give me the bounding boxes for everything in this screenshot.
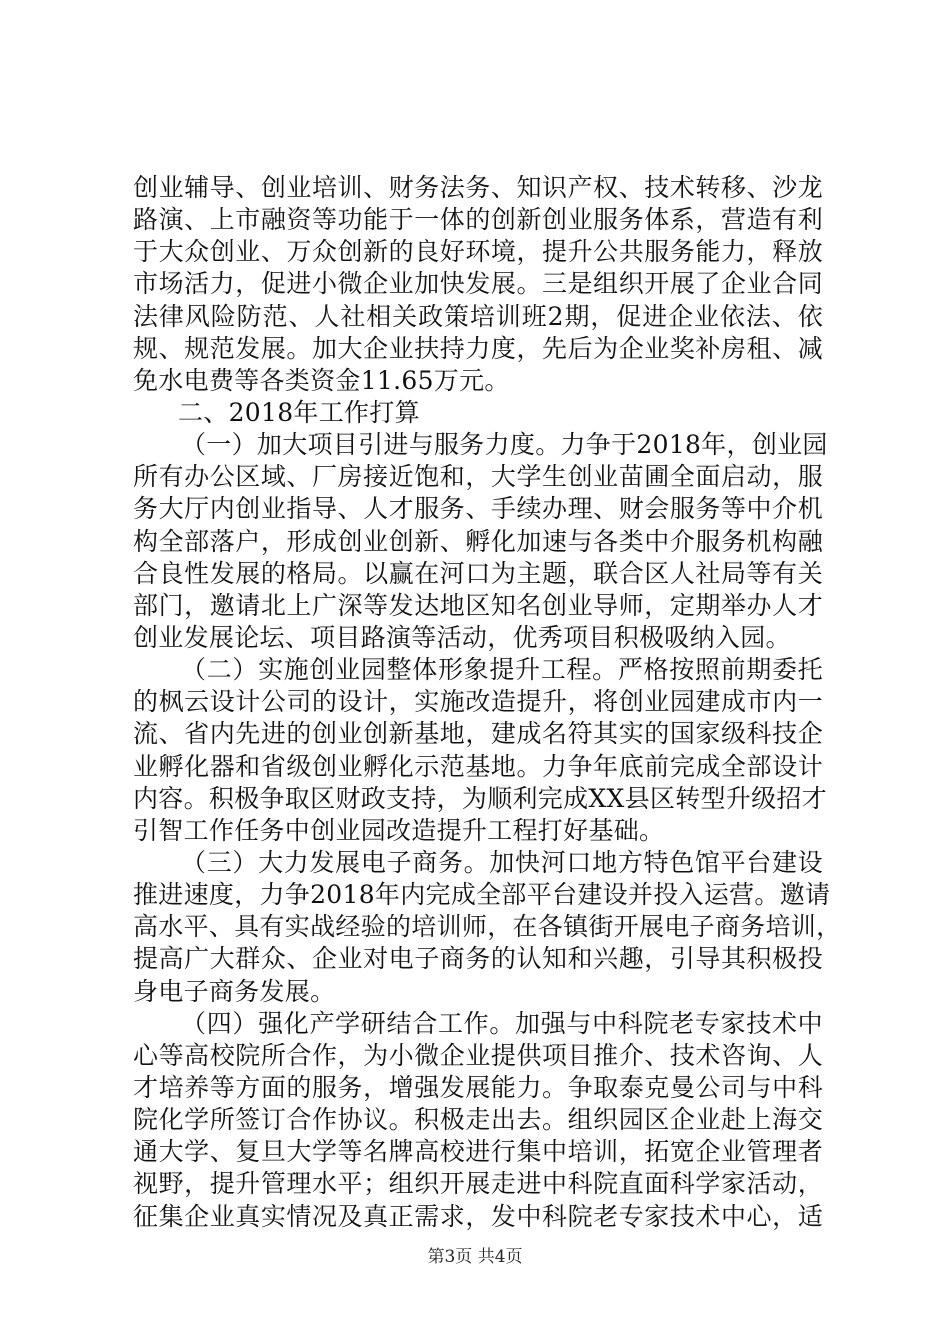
paragraph-item-1 bbox=[133, 429, 828, 654]
text-line: 的枫云设计公司的设计，实施改造提升，将创业园建成市内一 bbox=[133, 687, 823, 717]
text-line: （四）强化产学研结合工作。加强与中科院老专家技术中 bbox=[181, 1008, 823, 1038]
text-line: 创业辅导、创业培训、财务法务、知识产权、技术转移、沙龙 bbox=[133, 173, 823, 202]
text-line: 路演、上市融资等功能于一体的创新创业服务体系，营造有利 bbox=[133, 205, 823, 235]
text-line: 业孵化器和省级创业孵化示范基地。力争年底前完成全部设计 bbox=[133, 751, 823, 781]
text-line: 内容。积极争取区财政支持，为顺利完成XX县区转型升级招才 bbox=[133, 783, 827, 813]
text-line: 心等高校院所合作，为小微企业提供项目推介、技术咨询、人 bbox=[133, 1040, 823, 1070]
text-line: 身电子商务发展。 bbox=[133, 976, 336, 1006]
paragraph-item-2 bbox=[133, 654, 827, 847]
text-line: 推进速度，力争2018年内完成全部平台建设并投入运营。邀请 bbox=[133, 880, 831, 910]
text-line: 通大学、复旦大学等名牌高校进行集中培训，拓宽企业管理者 bbox=[133, 1137, 823, 1167]
text-line: 法律风险防范、人社相关政策培训班2期，促进企业依法、依 bbox=[133, 301, 823, 331]
text-line: 于大众创业、万众创新的良好环境，提升公共服务能力，释放 bbox=[133, 237, 823, 267]
text-line: （二）实施创业园整体形象提升工程。严格按照前期委托 bbox=[181, 655, 823, 685]
text-line: （一）加大项目引进与服务力度。力争于2018年，创业园 bbox=[181, 430, 828, 460]
text-line: 视野，提升管理水平；组织开展走进中科院直面科学家活动， bbox=[133, 1169, 823, 1199]
text-line: 合良性发展的格局。以赢在河口为主题，联合区人社局等有关 bbox=[133, 558, 823, 588]
text-line: 高水平、具有实战经验的培训师，在各镇街开展电子商务培训， bbox=[133, 912, 842, 942]
text-line: 提高广大群众、企业对电子商务的认知和兴趣，引导其积极投 bbox=[133, 944, 823, 974]
text-line: 所有办公区域、厂房接近饱和，大学生创业苗圃全面启动，服 bbox=[133, 462, 823, 492]
text-line: 部门，邀请北上广深等发达地区知名创业导师，定期举办人才 bbox=[133, 590, 823, 620]
paragraph-item-3 bbox=[133, 847, 842, 1008]
text-line: （三）大力发展电子商务。加快河口地方特色馆平台建设 bbox=[181, 847, 823, 877]
section-heading-text: 二、2018年工作打算 bbox=[178, 397, 420, 427]
section-heading bbox=[133, 397, 823, 429]
text-line: 引智工作任务中创业园改造提升工程打好基础。 bbox=[133, 815, 665, 845]
text-line: 院化学所签订合作协议。积极走出去。组织园区企业赴上海交 bbox=[133, 1105, 823, 1135]
text-line: 市场活力，促进小微企业加快发展。三是组织开展了企业合同 bbox=[133, 269, 823, 299]
page-number-label: 第3页 共4页 bbox=[427, 1247, 523, 1267]
text-line: 才培养等方面的服务，增强发展能力。争取泰克曼公司与中科 bbox=[133, 1072, 823, 1102]
text-line: 征集企业真实情况及真正需求，发中科院老专家技术中心，适 bbox=[133, 1201, 823, 1231]
text-line: 规、规范发展。加大企业扶持力度，先后为企业奖补房租、减 bbox=[133, 333, 823, 363]
text-line: 构全部落户，形成创业创新、孵化加速与各类中介服务机构融 bbox=[133, 526, 823, 556]
text-line: 免水电费等各类资金11.65万元。 bbox=[133, 365, 510, 395]
paragraph-continuation bbox=[133, 172, 823, 397]
page-footer bbox=[0, 1242, 950, 1267]
text-line: 创业发展论坛、项目路演等活动，优秀项目积极吸纳入园。 bbox=[133, 622, 791, 652]
document-body bbox=[133, 172, 842, 1233]
text-line: 务大厅内创业指导、人才服务、手续办理、财会服务等中介机 bbox=[133, 494, 823, 524]
text-line: 流、省内先进的创业创新基地，建成名符其实的国家级科技企 bbox=[133, 719, 823, 749]
paragraph-item-4 bbox=[133, 1008, 823, 1233]
